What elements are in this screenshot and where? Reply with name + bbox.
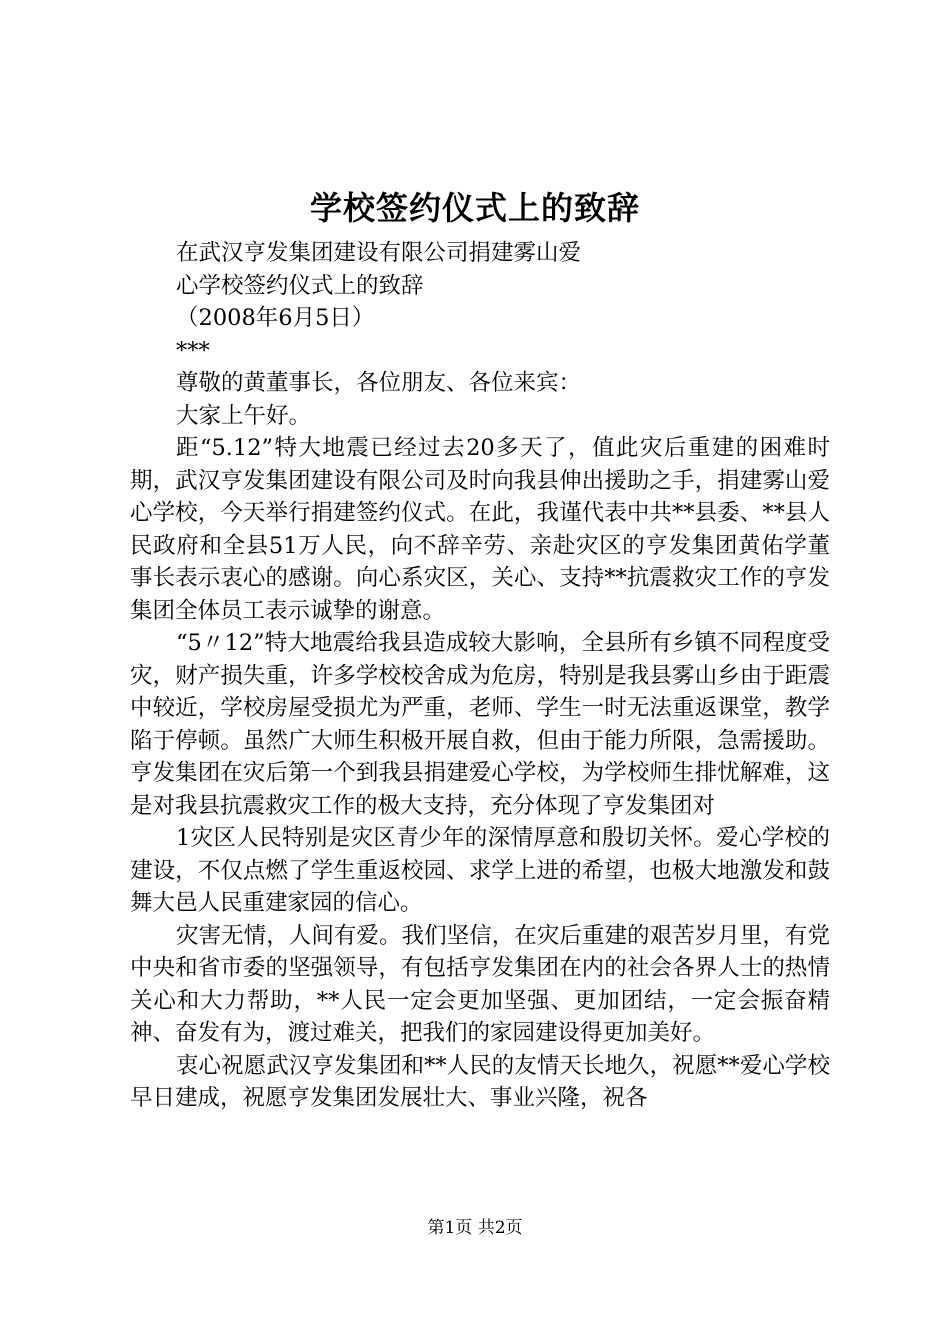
author-line: *** (176, 337, 210, 364)
paragraph: 距“5.12”特大地震已经过去20多天了，值此灾后重建的困难时期，武汉亨发集团建设有限公司及时向我县伸出援助之手，捐建雾山爱心学校，今天举行捐建签约仪式。在此，我谨代表中共**县委、**县人民政府和全县51万人民，向不辞辛劳、亲赴灾区的亨发集团黄佑学董事长表示衷心的感谢。向心系灾区，关心、支持**抗震救灾工作的亨发集团全体员工表示诚挚的谢意。 (130, 435, 830, 624)
paragraph: 1灾区人民特别是灾区青少年的深情厚意和殷切关怀。爱心学校的建设，不仅点燃了学生重返校园、求学上进的希望，也极大地激发和鼓舞大邑人民重建家园的信心。 (130, 825, 830, 916)
salutation: 尊敬的黄董事长，各位朋友、各位来宾： (176, 370, 582, 396)
page-footer: 第1页 共2页 (427, 1218, 523, 1238)
paragraph: 灾害无情，人间有爱。我们坚信，在灾后重建的艰苦岁月里，有党中央和省市委的坚强领导，有包括亨发集团在内的社会各界人士的热情关心和大力帮助，**人民一定会更加坚强、更加团结，一定会振奋精神、奋发有为，渡过难关，把我们的家园建设得更加美好。 (130, 922, 830, 1046)
heading-line: 心学校签约仪式上的致辞 (176, 272, 424, 299)
paragraph: “5〃12”特大地震给我县造成较大影响，全县所有乡镇不同程度受灾，财产损失重，许多学校校舍成为危房，特别是我县雾山乡由于距震中较近，学校房屋受损尤为严重，老师、学生一时无法重返课堂，教学陷于停顿。虽然广大师生积极开展自救，但由于能力所限，急需援助。亨发集团在灾后第一个到我县捐建爱心学校，为学校师生排忧解难，这是对我县抗震救灾工作的极大支持，充分体现了亨发集团对 (130, 630, 830, 819)
greeting: 大家上午好。 (176, 402, 312, 429)
document-body (130, 237, 830, 1115)
date-line: （2008年6月5日） (176, 305, 375, 331)
document-title: 学校签约仪式上的致辞 (309, 189, 640, 227)
paragraph: 衷心祝愿武汉亨发集团和**人民的友情天长地久，祝愿**爱心学校早日建成，祝愿亨发集团发展壮大、事业兴隆，祝各 (130, 1052, 830, 1111)
heading-line: 在武汉亨发集团建设有限公司捐建雾山爱 (176, 240, 582, 266)
